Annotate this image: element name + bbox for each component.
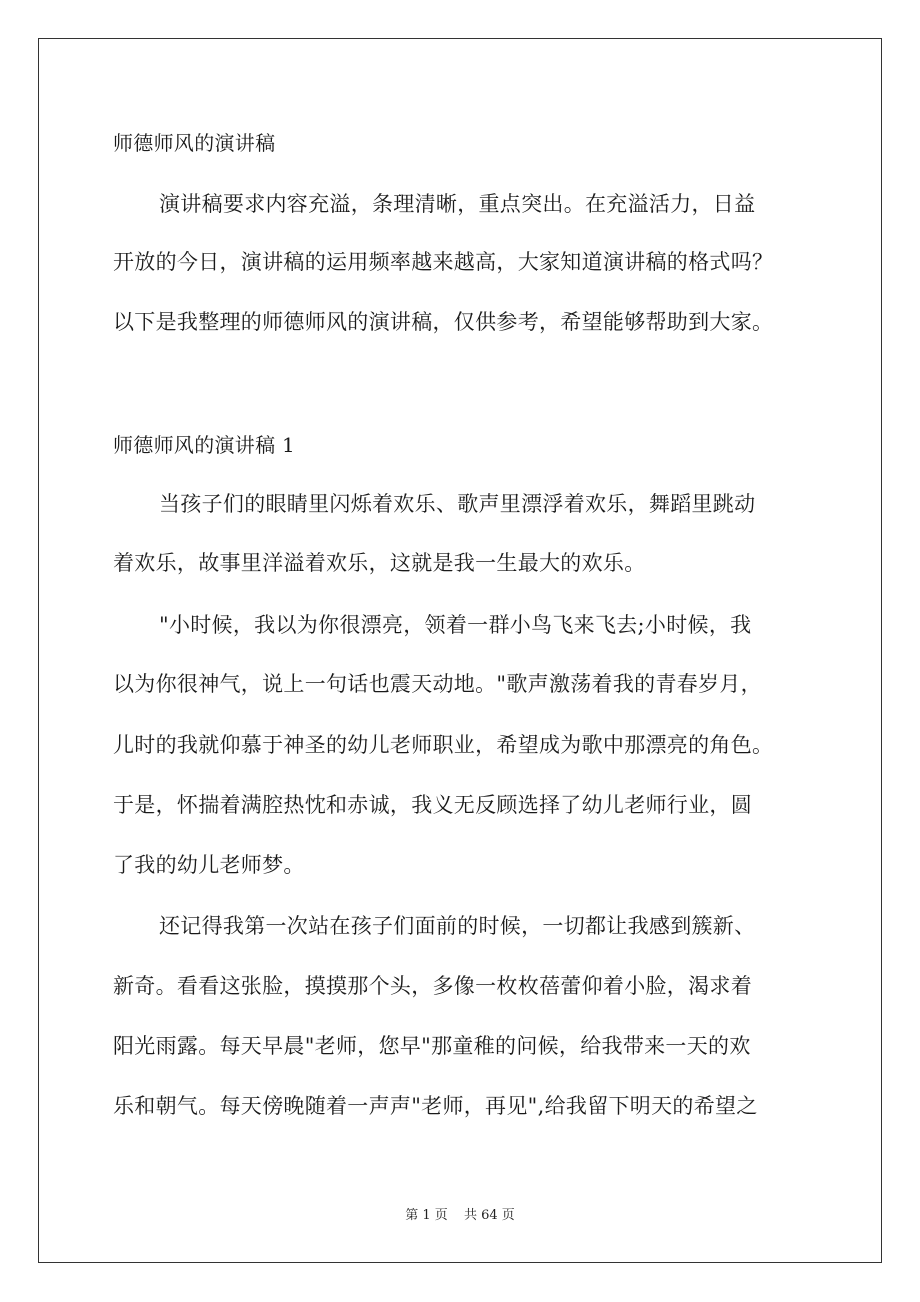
para2-line-3: 儿时的我就仰慕于神圣的幼儿老师职业，希望成为歌中那漂亮的角色。 — [113, 733, 774, 757]
para3-line-3: 阳光雨露。每天早晨"老师，您早"那童稚的问候，给我带来一天的欢 — [113, 1034, 751, 1058]
document-title: 师德师风的演讲稿 — [113, 131, 276, 155]
page-border — [38, 38, 882, 1263]
page-total: 共 64 页 — [463, 1208, 515, 1223]
para2-line-4: 于是，怀揣着满腔热忱和赤诚，我义无反顾选择了幼儿老师行业，圆 — [113, 793, 752, 817]
para3-line-2: 新奇。看看这张脸，摸摸那个头，多像一枚枚蓓蕾仰着小脸，渴求着 — [113, 974, 752, 998]
para2-line-1: "小时候，我以为你很漂亮，领着一群小鸟飞来飞去;小时候，我 — [159, 613, 752, 637]
intro-line-3: 以下是我整理的师德师风的演讲稿，仅供参考，希望能够帮助到大家。 — [113, 310, 774, 334]
para2-line-5: 了我的幼儿老师梦。 — [113, 853, 305, 877]
para3-line-4: 乐和朝气。每天傍晚随着一声声"老师，再见",给我留下明天的希望之 — [113, 1094, 758, 1118]
para1-line-1: 当孩子们的眼睛里闪烁着欢乐、歌声里漂浮着欢乐，舞蹈里跳动 — [159, 492, 756, 516]
page-number: 第 1 页 — [405, 1208, 448, 1223]
intro-line-1: 演讲稿要求内容充溢，条理清晰，重点突出。在充溢活力，日益 — [159, 192, 756, 216]
para3-line-1: 还记得我第一次站在孩子们面前的时候，一切都让我感到簇新、 — [159, 914, 756, 938]
section-heading: 师德师风的演讲稿 1 — [113, 433, 296, 457]
page-footer — [0, 1207, 920, 1225]
para2-line-2: 以为你很神气，说上一句话也震天动地。"歌声激荡着我的青春岁月， — [113, 672, 762, 696]
para1-line-2: 着欢乐，故事里洋溢着欢乐，这就是我一生最大的欢乐。 — [113, 551, 646, 575]
intro-line-2: 开放的今日，演讲稿的运用频率越来越高，大家知道演讲稿的格式吗？ — [113, 250, 774, 274]
